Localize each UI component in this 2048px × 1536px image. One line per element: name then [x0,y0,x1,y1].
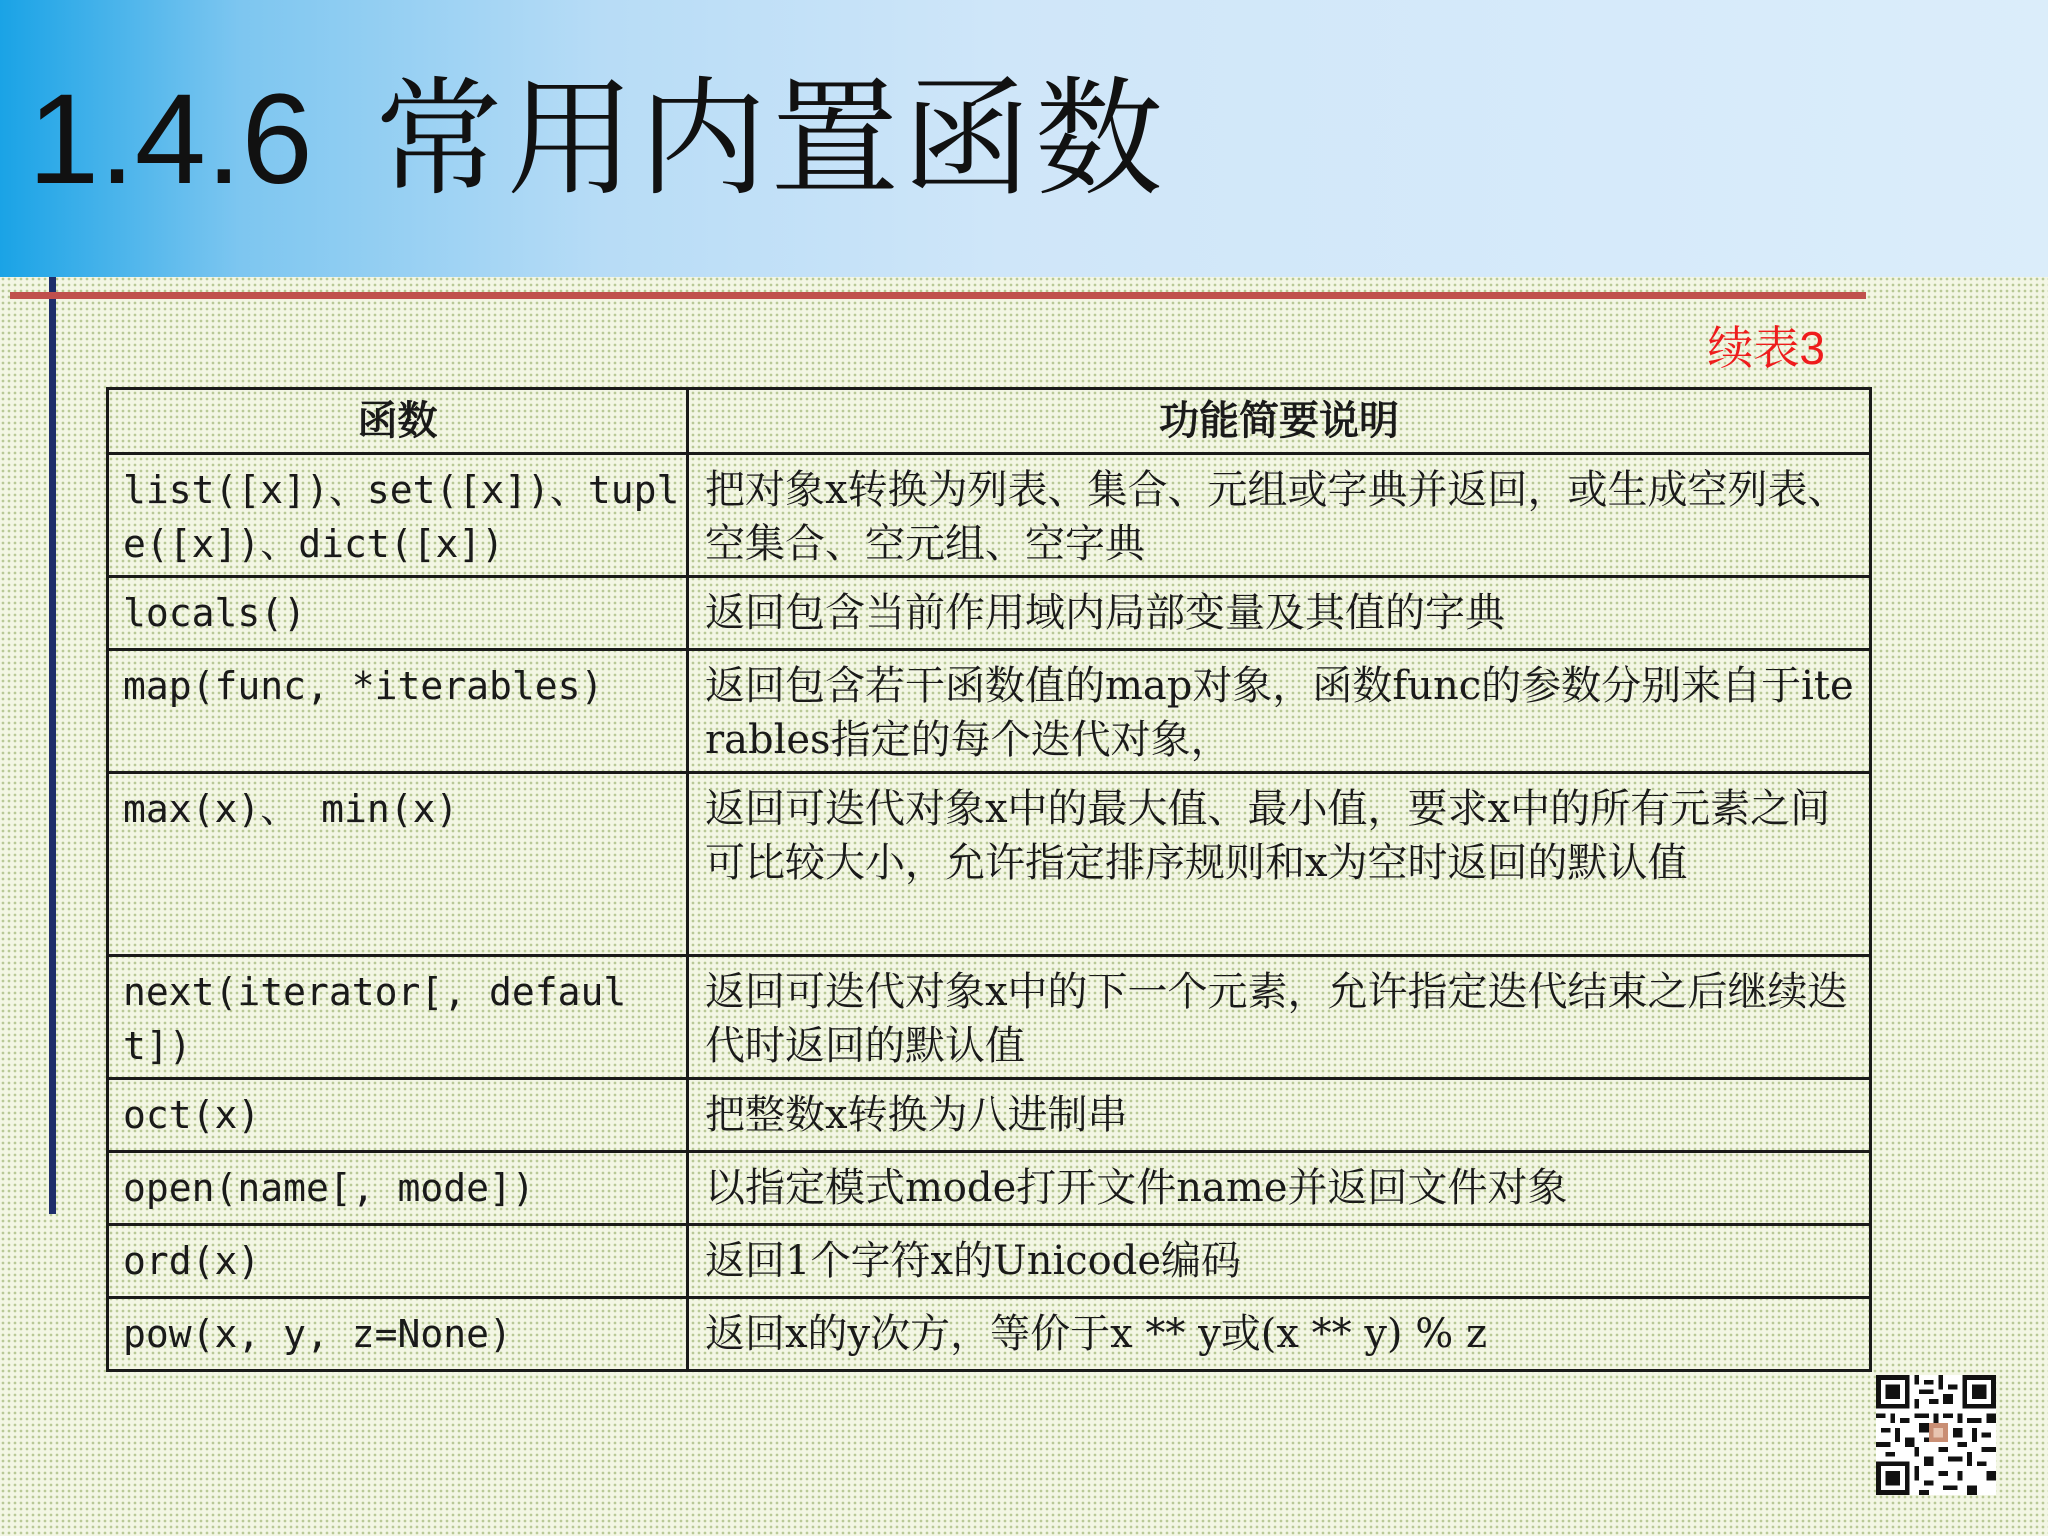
title-banner [0,0,2048,277]
function-cell: max(x)、 min(x) [108,773,688,956]
table-row [108,650,1871,773]
function-cell: open(name[, mode]) [108,1152,688,1225]
table-row [108,1298,1871,1371]
qr-code-icon [1876,1375,1996,1495]
table-caption-prefix: 续表 [1707,321,1800,375]
qr-code-graphic [1876,1375,1996,1495]
slide-title-number: 1.4.6 [28,68,313,211]
description-cell: 返回包含当前作用域内局部变量及其值的字典 [688,577,1871,650]
function-cell: map(func, *iterables) [108,650,688,773]
function-cell: pow(x, y, z=None) [108,1298,688,1371]
builtin-functions-table [106,387,1872,1372]
table-caption [1707,318,1825,378]
table-row [108,1152,1871,1225]
slide-title [28,60,1167,220]
header-function: 函数 [108,389,688,454]
table-row [108,1225,1871,1298]
description-cell: 返回包含若干函数值的map对象，函数func的参数分别来自于iterables指定的每个迭代对象， [688,650,1871,773]
horizontal-accent-line [10,292,1866,299]
function-cell: list([x])、set([x])、tuple([x])、dict([x]) [108,454,688,577]
description-cell: 以指定模式mode打开文件name并返回文件对象 [688,1152,1871,1225]
description-cell: 把对象x转换为列表、集合、元组或字典并返回，或生成空列表、空集合、空元组、空字典 [688,454,1871,577]
function-cell: ord(x) [108,1225,688,1298]
description-cell: 返回1个字符x的Unicode编码 [688,1225,1871,1298]
table-row [108,956,1871,1079]
slide-title-text: 常用内置函数 [374,65,1167,214]
header-description: 功能简要说明 [688,389,1871,454]
function-cell: oct(x) [108,1079,688,1152]
table-caption-number: 3 [1799,322,1825,374]
description-cell: 返回可迭代对象x中的最大值、最小值，要求x中的所有元素之间可比较大小，允许指定排序规则和x为空时返回的默认值 [688,773,1871,956]
description-cell: 返回可迭代对象x中的下一个元素，允许指定迭代结束之后继续迭代时返回的默认值 [688,956,1871,1079]
function-cell: locals() [108,577,688,650]
table-header-row [108,389,1871,454]
description-cell: 把整数x转换为八进制串 [688,1079,1871,1152]
table-row [108,454,1871,577]
table-row [108,577,1871,650]
vertical-accent-line [49,277,56,1214]
table-row [108,1079,1871,1152]
table-row [108,773,1871,956]
description-cell: 返回x的y次方，等价于x ** y或(x ** y) % z [688,1298,1871,1371]
function-cell: next(iterator[, default]) [108,956,688,1079]
